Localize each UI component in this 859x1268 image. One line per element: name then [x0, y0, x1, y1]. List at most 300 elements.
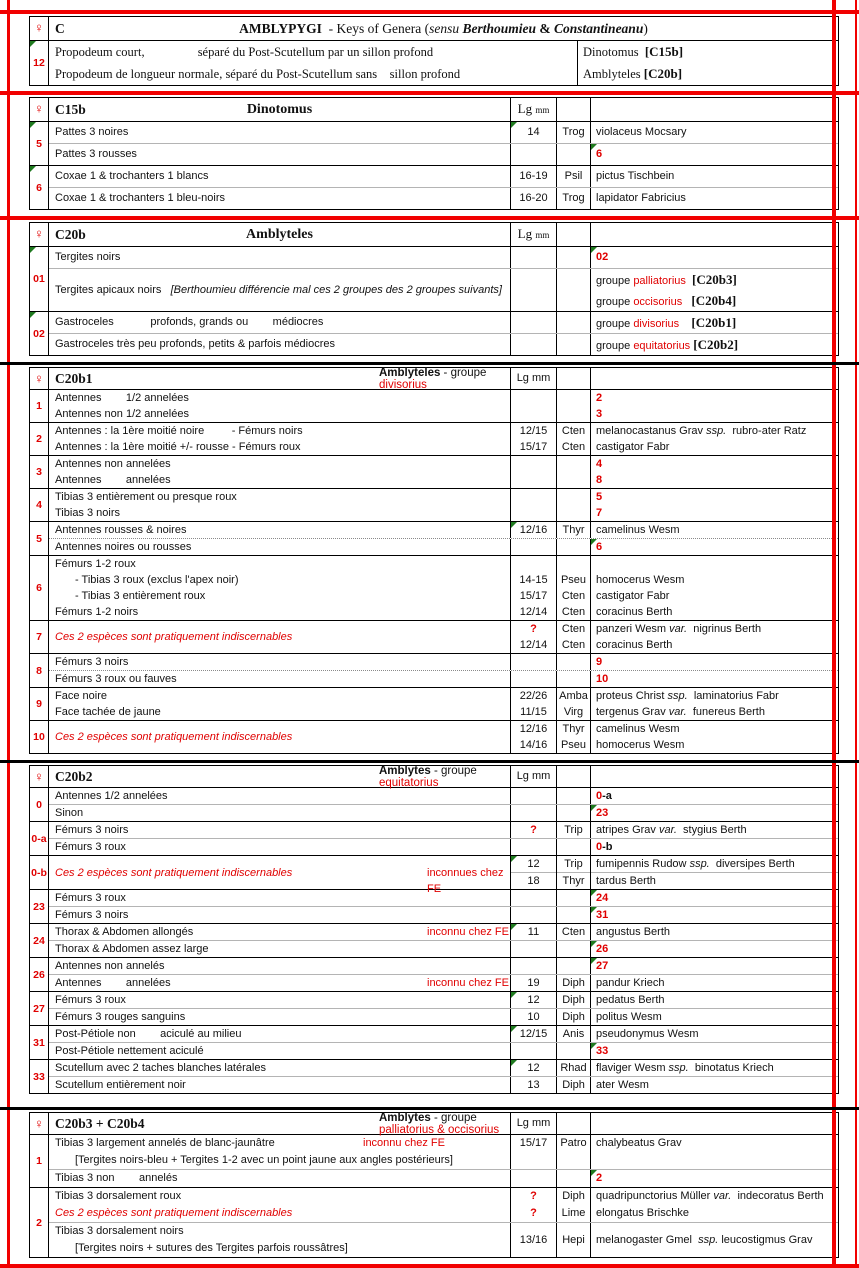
text-fragment: Amblytes — [379, 764, 431, 777]
section-code: C — [55, 20, 65, 36]
text-fragment: Lg — [517, 101, 536, 116]
description-cell — [49, 188, 510, 209]
length-cell — [511, 1135, 556, 1152]
species-column — [590, 1077, 838, 1093]
length-cell — [511, 334, 556, 355]
text-fragment: tardus Berth — [596, 875, 656, 887]
description-cell — [49, 924, 510, 940]
abbrev-column-header — [556, 223, 590, 246]
key-row — [30, 1135, 838, 1187]
section-header — [30, 17, 838, 41]
row-number: 12 — [30, 41, 49, 85]
text-fragment: Tibias 3 largement annelés de blanc-jaunâtre — [55, 1137, 275, 1149]
length-column — [510, 688, 556, 720]
species-column — [590, 1135, 838, 1169]
length-column — [510, 144, 556, 165]
section-c — [29, 16, 839, 86]
description-cell — [49, 423, 510, 439]
species-cell — [591, 1026, 838, 1042]
text-fragment: pictus Tischbein — [596, 170, 675, 182]
text-fragment: 0 — [596, 841, 603, 853]
species-column — [590, 144, 838, 165]
species-cell — [591, 1232, 838, 1249]
genus-abbrev-cell: Lime — [561, 1207, 586, 1219]
length-cell — [511, 1026, 556, 1042]
text-fragment: ssp. — [689, 858, 710, 870]
couplet-leg — [49, 188, 838, 209]
genus-abbrev-cell: Anis — [562, 1028, 585, 1040]
text-fragment: 2 — [596, 1172, 603, 1184]
female-symbol: ♀ — [30, 17, 49, 40]
text-fragment: occisorius — [633, 296, 683, 308]
genus-abbrev-column — [556, 144, 590, 165]
female-symbol: ♀ — [30, 368, 49, 389]
text-fragment: 14 — [527, 126, 540, 138]
text-fragment: divisorius — [633, 318, 680, 330]
text-fragment: Propodeum de longueur normale, séparé du Post-Scutellum sans sillon profond — [55, 67, 461, 81]
text-fragment: rubro-ater Ratz — [726, 425, 807, 437]
section-title — [49, 21, 838, 37]
length-column — [510, 1135, 556, 1169]
description-cell — [49, 505, 510, 521]
text-fragment: palliatorius & occisorius — [379, 1123, 500, 1136]
couplet-legs — [49, 1188, 838, 1257]
description-line — [55, 41, 577, 63]
species-column — [590, 721, 838, 753]
species-column — [590, 489, 838, 505]
genus-abbrev-cell — [557, 312, 590, 333]
couplet-leg — [49, 312, 838, 334]
length-column — [510, 1170, 556, 1187]
genus-abbrev-cell: Trog — [562, 192, 585, 204]
genus-abbrev-column — [556, 992, 590, 1008]
section-code: C20b1 — [55, 370, 93, 386]
text-fragment: camelinus Wesm — [596, 524, 680, 536]
text-fragment: Lg mm — [516, 770, 551, 782]
description-line — [55, 729, 510, 745]
text-fragment: 5 — [596, 491, 603, 503]
species-cell — [591, 873, 838, 889]
text-fragment: quadripunctorius Müller — [596, 1190, 714, 1202]
species-column — [590, 269, 838, 311]
genus-abbrev-column — [556, 522, 590, 538]
text-fragment: 10 — [527, 1011, 540, 1023]
key-row — [30, 957, 838, 991]
rows-container — [30, 788, 838, 1093]
text-fragment: Antennes 1/2 annelées — [55, 392, 189, 404]
text-fragment: coracinus Berth — [596, 606, 673, 618]
text-fragment: Fémurs 3 roux — [55, 892, 126, 904]
length-cell — [511, 975, 556, 991]
genus-abbrev-cell — [557, 556, 590, 572]
genus-abbrev-cell — [557, 907, 590, 923]
couplet-legs — [49, 721, 838, 753]
description-cell — [49, 671, 510, 687]
text-fragment: Tibias 3 dorsalement roux — [55, 1190, 182, 1202]
text-fragment: mm — [535, 230, 550, 240]
genus-abbrev-cell — [557, 839, 590, 855]
couplet-leg — [49, 1223, 838, 1257]
genus-abbrev-column — [556, 166, 590, 187]
length-column — [510, 489, 556, 505]
length-column — [510, 439, 556, 455]
description-cell — [49, 489, 510, 505]
text-fragment: stygius Berth — [676, 824, 747, 836]
text-fragment: Ces 2 espèces sont pratiquement indiscernables — [55, 1207, 293, 1219]
species-cell — [591, 924, 838, 940]
key-row — [30, 889, 838, 923]
row-number: 33 — [30, 1060, 49, 1093]
genus-abbrev-column — [556, 1135, 590, 1169]
text-fragment: 9 — [596, 656, 603, 668]
couplet-legs — [49, 788, 838, 821]
couplet-leg — [49, 122, 838, 144]
length-cell — [511, 439, 556, 455]
description-line — [55, 588, 510, 604]
couplet-legs — [49, 489, 838, 521]
genus-abbrev-cell — [557, 805, 590, 821]
text-fragment — [679, 318, 691, 330]
goto-reference-cell — [591, 472, 838, 488]
text-fragment: groupe — [596, 296, 634, 308]
couplet-leg — [49, 958, 838, 975]
page-break-vertical-left — [7, 0, 10, 1268]
description-line — [55, 1205, 510, 1222]
genus-abbrev-column — [556, 1009, 590, 1025]
couplet-leg — [49, 390, 838, 406]
genus-abbrev-cell — [557, 505, 590, 521]
species-column-header — [590, 98, 838, 121]
length-cell — [511, 406, 556, 422]
description-line — [55, 1223, 510, 1240]
row-number: 0-b — [30, 856, 49, 889]
couplet-legs — [49, 621, 838, 653]
couplet-legs — [49, 856, 838, 895]
length-column — [510, 941, 556, 957]
length-cell — [511, 539, 556, 555]
description-cell — [49, 556, 510, 620]
genus-abbrev-column — [556, 688, 590, 720]
description-cell — [49, 890, 510, 906]
genus-abbrev-cell — [557, 334, 590, 355]
text-fragment: coracinus Berth — [596, 639, 673, 651]
species-column — [590, 839, 838, 855]
text-fragment: Lg mm — [516, 1117, 551, 1129]
key-row — [30, 165, 838, 209]
description-line — [55, 1026, 510, 1042]
text-fragment: Ces 2 espèces sont pratiquement indiscernables — [55, 866, 293, 879]
text-fragment: Fémurs 3 noirs — [55, 909, 129, 921]
description-line — [55, 522, 510, 538]
text-fragment: Thorax & Abdomen allongés — [55, 926, 194, 938]
text-fragment: Coxae 1 & trochanters 1 blancs — [55, 170, 209, 182]
length-cell — [511, 423, 556, 439]
genus-abbrev-column — [556, 456, 590, 472]
species-cell — [591, 637, 838, 653]
text-fragment: 24 — [596, 892, 609, 904]
section-c20b — [29, 222, 839, 356]
description-line — [55, 166, 510, 187]
text-fragment: Gastroceles très peu profonds, petits & parfois médiocres — [55, 338, 336, 350]
description-cell — [49, 312, 510, 333]
rows-container — [30, 41, 838, 85]
genus-abbrev-column — [556, 822, 590, 838]
row-number: 2 — [30, 423, 49, 455]
text-fragment: 33 — [596, 1045, 609, 1057]
text-fragment: Ces 2 espèces sont pratiquement indiscernables — [55, 631, 293, 643]
species-cell — [591, 572, 838, 588]
description-cell — [49, 721, 510, 753]
text-fragment: melanocastanus Grav — [596, 425, 707, 437]
species-column — [590, 1170, 838, 1187]
species-column — [590, 890, 838, 906]
length-cell — [511, 1188, 556, 1205]
length-cell — [511, 1009, 556, 1025]
description-line — [55, 1188, 510, 1205]
genus-abbrev-column — [556, 907, 590, 923]
text-fragment: lapidator Fabricius — [596, 192, 686, 204]
couplet-legs — [49, 1135, 838, 1187]
description-line — [55, 390, 510, 406]
species-cell — [591, 975, 838, 991]
section-code: C20b — [55, 226, 86, 242]
text-fragment: Tibias 3 dorsalement noirs — [55, 1225, 184, 1237]
text-fragment: Antennes rousses & noires — [55, 524, 187, 536]
length-cell — [511, 456, 556, 472]
length-column — [510, 522, 556, 538]
text-fragment: 12/14 — [519, 606, 548, 618]
description-cell — [49, 1060, 510, 1076]
couplet-leg — [49, 907, 838, 923]
genus-abbrev-cell — [557, 958, 590, 974]
couplet-legs — [49, 992, 838, 1025]
species-column — [590, 621, 838, 653]
couplet-leg — [49, 924, 838, 941]
genus-abbrev-column — [556, 890, 590, 906]
description-cell — [49, 539, 510, 555]
species-column — [590, 122, 838, 143]
genus-abbrev-column — [556, 788, 590, 804]
couplet-leg — [49, 166, 838, 188]
text-fragment: Antennes non annelés — [55, 960, 165, 972]
description-cell — [49, 958, 510, 974]
key-row — [30, 122, 838, 165]
genus-abbrev-cell — [557, 539, 590, 555]
couplet-legs — [49, 1026, 838, 1059]
text-fragment: 16-19 — [519, 170, 548, 182]
genus-abbrev-cell: Trip — [557, 856, 590, 873]
genus-abbrev-column — [556, 539, 590, 555]
description-line — [55, 439, 510, 455]
length-column — [510, 1188, 556, 1222]
length-cell — [511, 556, 556, 572]
species-column — [590, 671, 838, 687]
species-cell — [591, 312, 838, 333]
couplet-leg — [49, 671, 838, 687]
page-break-line — [0, 1264, 859, 1268]
goto-reference-cell — [591, 788, 838, 804]
text-fragment: funereus Berth — [686, 706, 765, 718]
description-line — [55, 1043, 510, 1059]
row-number: 23 — [30, 890, 49, 923]
text-fragment: Antennes non annelées — [55, 458, 171, 470]
text-fragment: Fémurs 3 noirs — [55, 656, 129, 668]
couplet-leg — [49, 539, 838, 555]
species-column — [590, 856, 838, 889]
text-fragment: groupe — [596, 340, 634, 352]
text-fragment: inconnu chez FE — [363, 1137, 445, 1149]
couplet-legs — [49, 41, 838, 85]
length-cell — [511, 671, 556, 687]
couplet-leg — [49, 522, 838, 539]
species-column — [590, 539, 838, 555]
text-fragment: var. — [658, 824, 677, 836]
section-title-cell — [49, 223, 510, 246]
species-column — [590, 975, 838, 991]
length-column — [510, 822, 556, 838]
text-fragment: var. — [669, 623, 688, 635]
key-row — [30, 390, 838, 422]
genus-abbrev-cell — [557, 406, 590, 422]
genus-abbrev-cell: Cten — [561, 441, 586, 453]
goto-reference-cell — [591, 456, 838, 472]
text-fragment: melanogaster Gmel — [596, 1233, 699, 1246]
species-cell — [591, 856, 838, 873]
species-column-header — [590, 368, 838, 389]
species-column — [590, 822, 838, 838]
length-column-header — [510, 766, 556, 787]
genus-abbrev-cell — [557, 247, 590, 268]
row-number: 3 — [30, 456, 49, 488]
description-line — [55, 629, 510, 645]
text-fragment: var. — [668, 706, 687, 718]
species-cell — [591, 188, 838, 209]
text-fragment: 26 — [596, 943, 609, 955]
text-fragment: [C20b] — [643, 66, 683, 81]
genus-abbrev-column — [556, 1060, 590, 1076]
text-fragment: Fémurs 1-2 roux — [55, 558, 136, 570]
text-fragment: [C20b4] — [691, 293, 737, 308]
species-column — [590, 505, 838, 521]
description-cell — [49, 269, 510, 311]
description-cell — [49, 166, 510, 187]
species-cell — [591, 556, 838, 572]
goto-reference-cell — [591, 247, 838, 268]
description-line — [55, 604, 510, 620]
text-fragment: 14-15 — [519, 574, 548, 586]
key-row — [30, 1187, 838, 1257]
length-cell — [511, 144, 556, 165]
couplet-leg — [49, 856, 838, 895]
section-title — [49, 227, 510, 243]
genus-abbrev-cell — [557, 456, 590, 472]
text-fragment: Post-Pétiole nettement aciculé — [55, 1045, 204, 1057]
description-cell — [49, 1223, 510, 1257]
species-column-header — [590, 223, 838, 246]
text-fragment: Amblytes — [379, 1111, 431, 1124]
key-row — [30, 521, 838, 555]
species-cell — [591, 1188, 838, 1205]
description-line — [55, 822, 510, 838]
text-fragment: Tibias 3 noirs — [55, 507, 121, 519]
genus-abbrev-cell: Psil — [564, 170, 583, 182]
section-c20b2 — [29, 765, 839, 1094]
length-column — [510, 505, 556, 521]
text-fragment: Dinotomus — [583, 45, 645, 59]
description-line — [55, 1077, 510, 1093]
text-fragment: homocerus Wesm — [596, 739, 685, 751]
abbrev-column-header — [556, 1113, 590, 1134]
description-cell — [49, 975, 510, 991]
goto-reference-cell — [591, 406, 838, 422]
species-column — [590, 805, 838, 821]
description-line — [55, 865, 510, 895]
species-column — [590, 390, 838, 406]
text-fragment: inconnu chez FE — [427, 977, 509, 989]
species-cell — [591, 688, 838, 704]
top-margin — [0, 0, 859, 10]
text-fragment: Lg mm — [516, 372, 551, 384]
species-cell — [591, 269, 838, 290]
length-cell — [511, 924, 556, 940]
length-column — [510, 188, 556, 209]
couplet-leg — [49, 788, 838, 805]
text-fragment: Scutellum entièrement noir — [55, 1079, 186, 1091]
length-cell — [511, 489, 556, 505]
description-line — [55, 1170, 510, 1187]
text-fragment: politus Wesm — [596, 1011, 662, 1023]
row-number: 7 — [30, 621, 49, 653]
genus-abbrev-column — [556, 1026, 590, 1042]
genus-abbrev-cell — [557, 941, 590, 957]
couplet-leg — [49, 556, 838, 620]
length-column — [510, 805, 556, 821]
text-fragment: -a — [602, 790, 612, 802]
text-fragment — [682, 296, 691, 308]
key-row — [30, 923, 838, 957]
length-column — [510, 334, 556, 355]
text-fragment: ? — [530, 824, 537, 836]
row-number: 6 — [30, 556, 49, 620]
description-line — [55, 704, 510, 720]
text-fragment: castigator Fabr — [596, 441, 670, 453]
length-column — [510, 269, 556, 311]
section-title-cell — [49, 98, 510, 121]
species-cell — [578, 41, 838, 63]
key-row — [30, 422, 838, 455]
page-break-vertical-right — [832, 0, 836, 1268]
length-column — [510, 1060, 556, 1076]
text-fragment: 8 — [596, 474, 603, 486]
key-row — [30, 855, 838, 895]
description-cell — [49, 621, 510, 653]
genus-abbrev-cell: Rhad — [560, 1062, 587, 1074]
section-title — [49, 102, 510, 118]
length-column — [510, 958, 556, 974]
row-number: 9 — [30, 688, 49, 720]
text-fragment: AMBLYPYGI — [239, 20, 322, 36]
text-fragment: Fémurs 3 noirs — [55, 824, 129, 836]
genus-abbrev-cell: Trip — [564, 824, 583, 836]
genus-abbrev-cell: Cten — [561, 639, 586, 651]
species-column — [590, 456, 838, 472]
text-fragment: 3 — [596, 408, 603, 420]
section-header — [30, 368, 838, 390]
text-fragment: Coxae 1 & trochanters 1 bleu-noirs — [55, 192, 225, 204]
description-line — [55, 406, 510, 422]
length-cell — [511, 122, 556, 143]
length-cell — [511, 247, 556, 268]
